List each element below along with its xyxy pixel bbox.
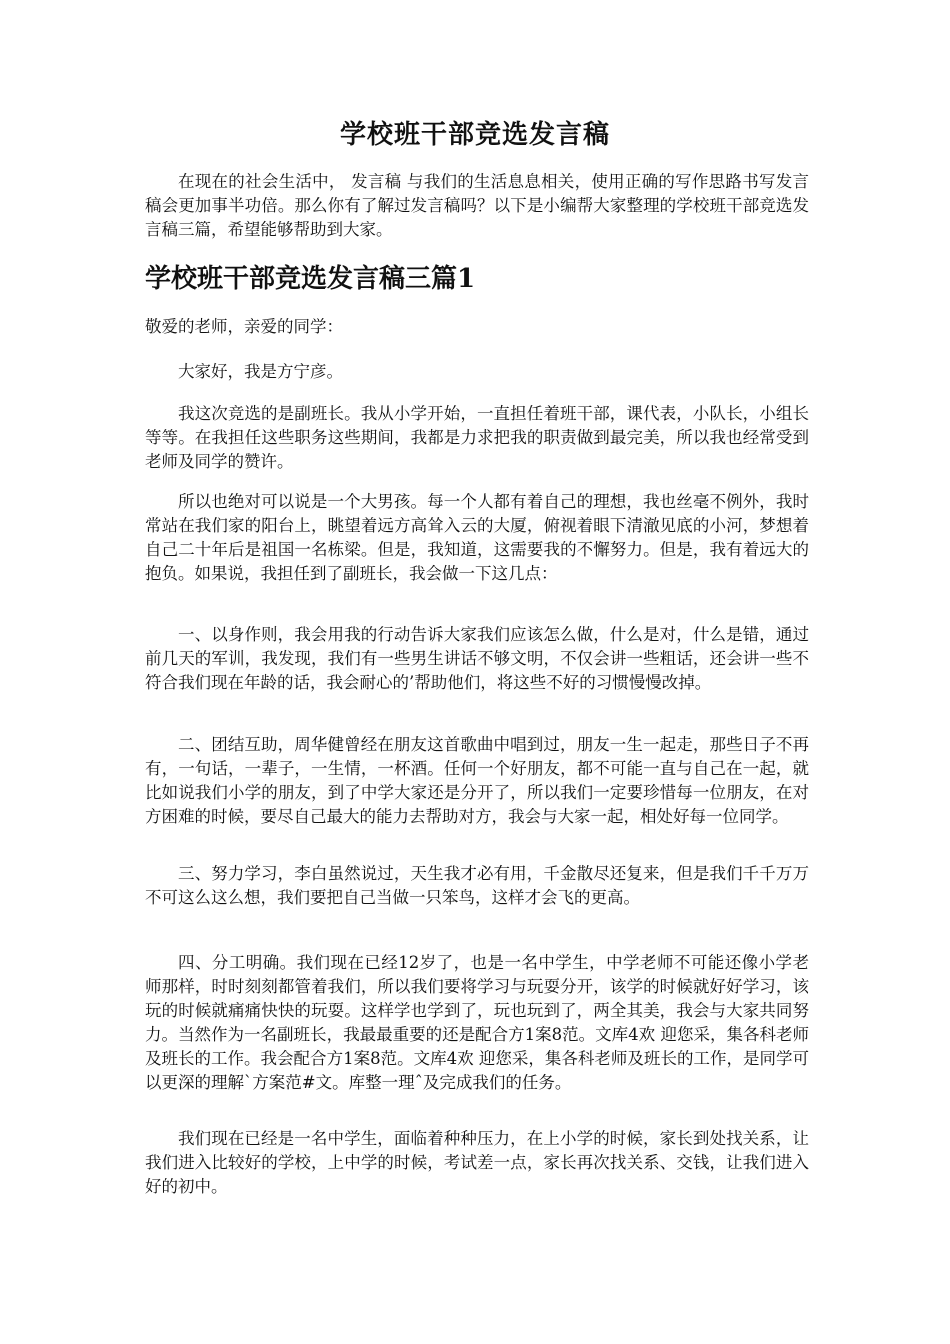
- body-paragraph: 三、努力学习，李白虽然说过，天生我才必有用，千金散尽还复来，但是我们千千万万不可这么这么想，我们要把自己当做一只笨鸟，这样才会飞的更高。: [145, 864, 809, 907]
- body-paragraph: 我这次竞选的是副班长。我从小学开始，一直担任着班干部，课代表，小队长，小组长等等。在我担任这些职务这些期间，我都是力求把我的职责做到最完美，所以我也经常受到老师及同学的赞许。: [145, 404, 809, 471]
- intro-paragraph: 在现在的社会生活中， 发言稿 与我们的生活息息相关，使用正确的写作思路书写发言稿会更加事半功倍。那么你有了解过发言稿吗？以下是小编帮大家整理的学校班干部竞选发言稿三篇，希望能够帮助到大家。: [145, 172, 809, 239]
- body-paragraph: 我们现在已经是一名中学生，面临着种种压力，在上小学的时候，家长到处找关系，让我们进入比较好的学校，上中学的时候，考试差一点，家长再次找关系、交钱，让我们进入好的初中。: [145, 1129, 809, 1196]
- body-paragraph: 二、团结互助，周华健曾经在朋友这首歌曲中唱到过，朋友一生一起走，那些日子不再有，一句话，一辈子，一生情，一杯酒。任何一个好朋友，都不可能一直与自己在一起，就比如说我们小学的朋友，到了中学大家还是分开了，所以我们一定要珍惜每一位朋友，在对方困难的时候，要尽自己最大的能力去帮助对方，我会与大家一起，相处好每一位同学。: [145, 735, 809, 826]
- section-heading: 学校班干部竞选发言稿三篇1: [145, 264, 476, 294]
- document-title: 学校班干部竞选发言稿: [339, 120, 610, 150]
- body-paragraph: 四、分工明确。我们现在已经12岁了，也是一名中学生，中学老师不可能还像小学老师那样，时时刻刻都管着我们，所以我们要将学习与玩耍分开，该学的时候就好好学习，该玩的时候就痛痛快快的玩耍。这样学也学到了，玩也玩到了，两全其美，我会与大家共同努力。当然作为一名副班长，我最最重要的还是配合方1案8范。文库4欢 迎您采，集各科老师及班长的工作。我会配合方1案8范。文库4欢 迎您采，集各科老师及班长的工作，是同学可以更深的理解`方案范#文。库整一理ˆ及完成我们的任务。: [145, 953, 809, 1092]
- greeting-paragraph: 大家好，我是方宁彦。: [178, 362, 343, 381]
- body-paragraph: 所以也绝对可以说是一个大男孩。每一个人都有着自己的理想，我也丝毫不例外，我时常站在我们家的阳台上，眺望着远方高耸入云的大厦，俯视着眼下清澈见底的小河，梦想着自己二十年后是祖国一名栋梁。但是，我知道，这需要我的不懈努力。但是，我有着远大的抱负。如果说，我担任到了副班长，我会做一下这几点：: [145, 492, 809, 583]
- salutation-paragraph: 敬爱的老师，亲爱的同学：: [145, 317, 343, 336]
- body-paragraph: 一、以身作则，我会用我的行动告诉大家我们应该怎么做，什么是对，什么是错，通过前几天的军训，我发现，我们有一些男生讲话不够文明，不仅会讲一些粗话，还会讲一些不符合我们现在年龄的话，我会耐心的’帮助他们，将这些不好的习惯慢慢改掉。: [145, 625, 809, 692]
